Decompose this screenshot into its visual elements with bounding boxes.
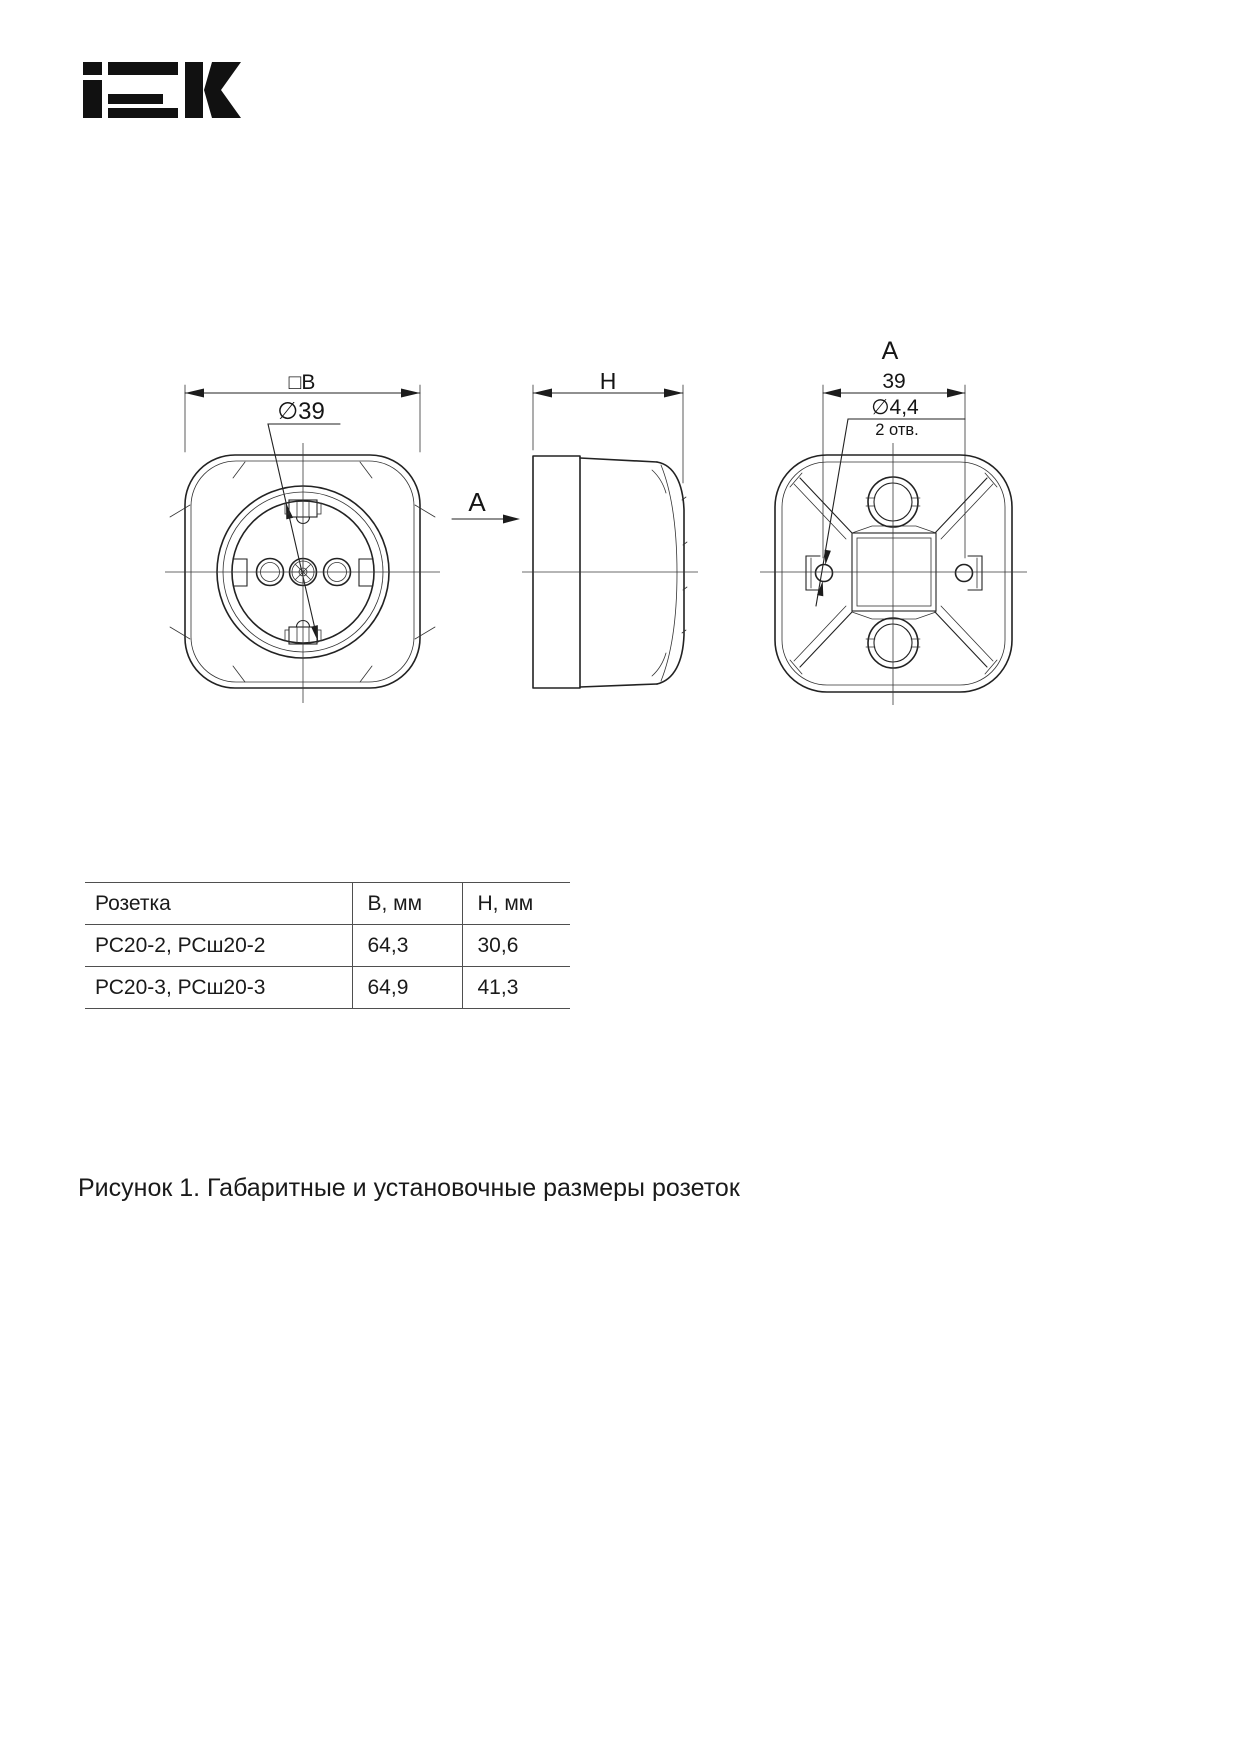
- logo-i-stem: [83, 80, 102, 118]
- side-depth-dim-label: Н: [599, 368, 617, 394]
- figure-caption: Рисунок 1. Габаритные и установочные размеры розеток: [78, 1174, 740, 1202]
- back-hole-spacing-label: 39: [882, 370, 906, 393]
- table-header-row: [85, 883, 570, 925]
- column-header-h-mm: Н, мм: [462, 883, 570, 925]
- front-view-drawing: [165, 371, 440, 703]
- logo-k-arms: [204, 62, 241, 118]
- iek-logo: [83, 62, 243, 118]
- dimensions-table: [85, 882, 570, 1009]
- logo-k-stem: [185, 62, 203, 118]
- column-header-b-mm: В, мм: [352, 883, 462, 925]
- logo-e-bottom-bar: [108, 108, 178, 118]
- front-socket-dia-label: ∅39: [277, 398, 325, 425]
- view-direction-arrow: [452, 487, 520, 524]
- back-hole-count-label: 2 отв.: [875, 421, 919, 439]
- column-header-socket: Розетка: [85, 883, 352, 925]
- h-value-cell: 30,6: [462, 925, 570, 967]
- figure-drawing: [60, 280, 1180, 720]
- logo-e-top-bar: [108, 62, 178, 75]
- side-view-drawing: [522, 368, 698, 688]
- b-value-cell: 64,3: [352, 925, 462, 967]
- socket-model-cell: РС20-2, РСш20-2: [85, 925, 352, 967]
- back-view-drawing: [760, 337, 1027, 705]
- back-view-title: А: [881, 337, 899, 365]
- front-width-dim-label: □В: [288, 371, 316, 394]
- b-value-cell: 64,9: [352, 967, 462, 1009]
- view-arrow-label: А: [468, 487, 486, 517]
- socket-model-cell: РС20-3, РСш20-3: [85, 967, 352, 1009]
- table-row: [85, 925, 570, 967]
- logo-i-dot: [83, 62, 102, 75]
- h-value-cell: 41,3: [462, 967, 570, 1009]
- logo-e-mid-bar: [108, 94, 163, 104]
- back-mount-ear-right: [956, 556, 983, 590]
- table-row: [85, 967, 570, 1009]
- back-hole-dia-label: ∅4,4: [871, 396, 919, 419]
